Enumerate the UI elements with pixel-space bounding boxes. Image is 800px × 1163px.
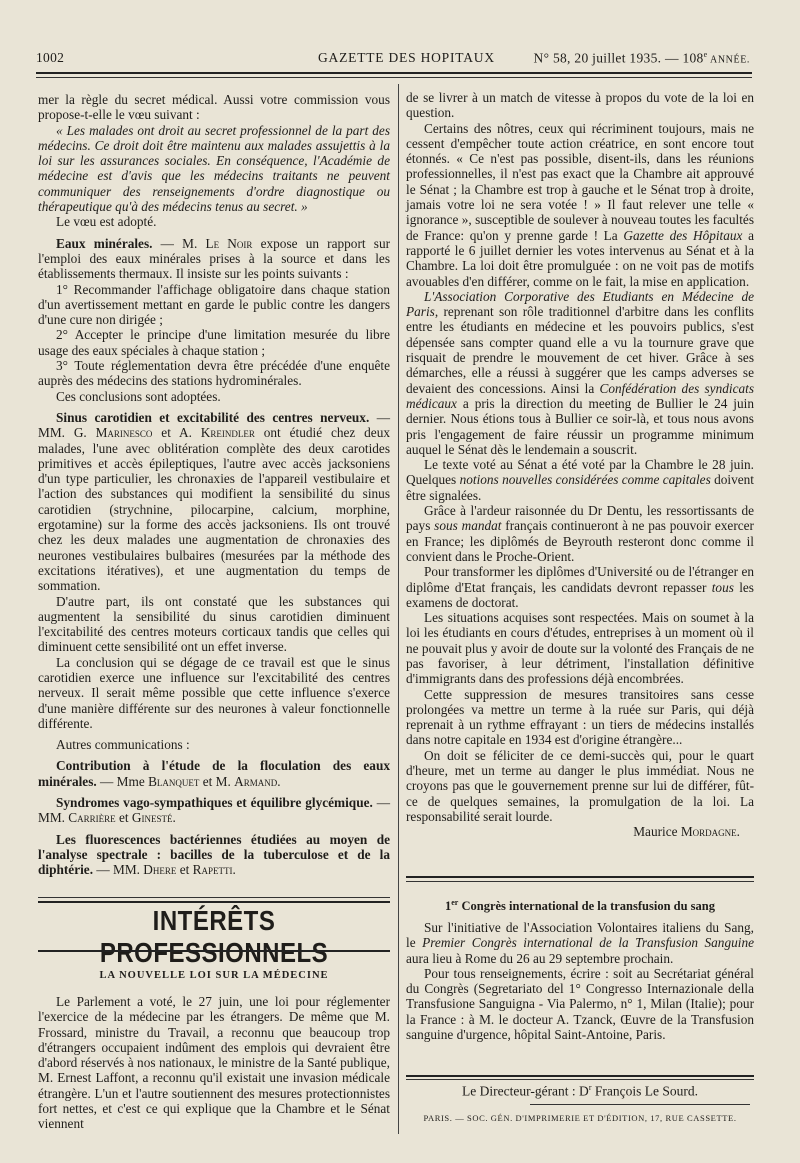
text: .: [172, 810, 176, 826]
communication-title: Contribution à l'étude de la floculation des eaux minérales.: [38, 758, 390, 789]
text: et A.: [152, 425, 201, 441]
text: et: [176, 862, 193, 878]
paragraph: Le Parlement a voté, le 27 juin, une loi pour réglementer l'exercice de la médecine par les étrangers. De même que M. Frossard, ministre du Travail, a reconnu que beaucoup trop d'étrangers occupaient indûment des emplois qui devraient être d'abord réservés à nos nationaux, le ministre de la Santé publique, M. Ernest Laffont, a reconnu qu'il existait une invasion médicale étrangère. L'un et l'autre soutiennent des mesures protectionnistes fort nettes, et c'est ce qui explique que la Chambre et le Sénat viennent: [38, 994, 390, 1132]
text: .: [736, 824, 740, 840]
author: Armand: [234, 773, 278, 789]
emphasis: sous mandat: [434, 518, 502, 534]
communication: [38, 795, 390, 826]
paragraph: Ces conclusions sont adoptées.: [56, 388, 221, 404]
paragraph: Les situations acquises sont respectées. Mais on soumet à la loi les étudiants en cours d'études, entreprises à un moment où il ne pouvait plus y avoir de doute sur la volonté des Français de ne pas favoriser, à leur détriment, l'installation définitive d'immigrants dans des professions déjà encombrées.: [406, 610, 754, 687]
director-line: [406, 1083, 754, 1100]
issue-sup: e: [703, 50, 708, 59]
author: Kreindler: [200, 425, 255, 441]
paragraph: [406, 503, 754, 564]
paragraph: La conclusion qui se dégage de ce travail est que le sinus carotidien exerce une influence sur l'excitabilité des centres nerveux. Il serait même possible que cette influence s'exerce d'une manière différente sur des neurones à valeur fonctionnelle différente.: [38, 654, 390, 731]
text: , reprenant son rôle traditionnel d'arbitre dans les conflits entre les étudiants en médecine et les pouvoirs publics, s'est dépensée sans compter quand elle a vu la tournure grave que risquait de prendre le mouvement de cet hiver. Grâce à ses démarches, elle a réussi à suggérer que les camps adverses se devaient des concessions. Ainsi la: [406, 304, 754, 396]
text: expose un rapport sur l'emploi des eaux minérales prises à la source et dans les établissements thermaux. Il insiste sur les points suivants :: [38, 235, 391, 282]
header-rule-thin: [36, 77, 752, 78]
text: François: [591, 1083, 645, 1099]
paragraph: [406, 121, 754, 289]
paragraph: Pour tous renseignements, écrire : soit au Secrétariat général du Congrès (Segretariato del 1° Congresso Internazionale della Transfusione Sanguigna - Via Palermo, n° 1, Milan (Italie); pour la France : à M. le docteur A. Tzanck, Œuvre de la Transfusion sanguine d'urgence, hôpital Saint-Antoine, Paris.: [406, 965, 754, 1043]
communication-title: Syndromes vago-sympathiques et équilibre glycémique.: [56, 795, 373, 811]
subsection-title: LA NOUVELLE LOI SUR LA MÉDECINE: [99, 970, 329, 981]
text: Le Directeur-gérant : D: [462, 1083, 589, 1099]
page-number: 1002: [36, 50, 65, 65]
text: et M.: [199, 773, 235, 789]
printer-line: PARIS. — SOC. GÉN. D'IMPRIMERIE ET D'ÉDITION, 17, RUE CASSETTE.: [423, 1113, 737, 1123]
text: — MM.: [38, 795, 390, 826]
author: Blanquet: [148, 773, 200, 789]
text: doivent être signalées.: [406, 472, 754, 503]
organization: L'Association Corporative des Etudiants en Médecine de Paris: [406, 288, 754, 320]
paragraph: 2° Accepter le principe d'une limitation mesurée du libre usage des eaux spéciales à chaque station ;: [38, 327, 390, 358]
column-divider: [398, 84, 399, 1134]
text: Congrès international de la transfusion du sang: [458, 899, 715, 914]
section-rule: [406, 881, 754, 882]
text: Certains des nôtres, ceux qui récriminent toujours, mais ne cessent d'empêcher toute action créatrice, en sont encore tout étonnés. « Ce n'est pas possible, disent-ils, dans les réunions professionnelles, il n'est pas exact que la Chambre ait approuvé le Sénat ; la Chambre est trop à gauche et le Sénat trop à droite, jamais votre loi ne sera votée ! » Il faut relever une telle « ignorance », susceptible de soulever à nouveau toutes les facultés de France: qu'on y prenne garde ! La: [406, 120, 754, 243]
author: Rapetti: [192, 862, 233, 878]
text: ont étudié chez deux malades, l'une avec oblitération complète des deux carotides primitives et accès épileptiques, l'autre avec accès jacksoniens d'un type particulier, les chronaxies de l'appareil vestibulaire et l'action des substances qui modifient la sensibilité du sinus carotidien (strychnine, pilocarpine, calcium, morphine, ergotamine) sur la forme des accès jacksoniens. Ils ont trouvé chez les deux malades une augmentation de chronaxies des neurones vestibulaires bulbaires (mesurées par la méthode des excitations itératives), et une augmentation du temps de sommation.: [38, 425, 391, 594]
text: Grâce à l'ardeur raisonnée du Dr Dentu, les ressortissants de pays: [406, 503, 754, 534]
left-column-lower: [38, 994, 390, 1132]
text: — Mme: [96, 773, 149, 789]
paragraph: de se livrer à un match de vitesse à propos du vote de la loi en question.: [406, 90, 754, 121]
journal-title: GAZETTE DES HOPITAUX: [318, 50, 495, 65]
issue-info: [534, 50, 750, 67]
text: — M.: [152, 235, 206, 251]
text: — MM.: [93, 862, 144, 878]
paragraph: Le vœu est adopté.: [56, 214, 157, 230]
section-rule-thick: [38, 901, 390, 903]
header-rule: [36, 72, 752, 74]
issue-year-label: ANNÉE.: [707, 54, 750, 66]
author: Le Noir: [205, 235, 253, 251]
issue-date: N° 58, 20 juillet 1935. — 108: [533, 50, 704, 66]
journal-ref: Gazette des Hôpitaux: [623, 227, 743, 243]
left-column: [38, 92, 390, 878]
text: Sur l'initiative de l'Association Volontaires italiens du Sang, le: [406, 920, 754, 951]
text: aura lieu à Rome du 26 au 29 septembre prochain.: [406, 950, 674, 966]
eaux-title: Eaux minérales.: [56, 235, 153, 251]
paragraph: mer la règle du secret médical. Aussi votre commission vous propose-t-elle le vœu suivant :: [38, 92, 390, 123]
paragraph: Autres communications :: [56, 737, 190, 753]
text: 1: [445, 899, 452, 914]
paragraph: D'autre part, ils ont constaté que les substances qui augmentent la sensibilité du sinus carotidien diminuent l'excitabilité des centres moteurs corticaux tandis que celles qui diminuent cette sensibilité ont un effet inverse.: [38, 593, 390, 655]
section-title: INTÉRÊTS PROFESSIONNELS: [99, 905, 329, 970]
author: Carrière: [68, 810, 116, 826]
author: Mordagne: [680, 824, 737, 840]
sinus-title: Sinus carotidien et excitabilité des centres nerveux.: [56, 409, 370, 425]
paragraph: 1° Recommander l'affichage obligatoire dans chaque station d'un avertissement mettant en garde le public contre les dangers d'une cure non dirigée ;: [38, 281, 390, 328]
text: Pour transformer les diplômes d'Université ou de l'étranger en diplôme d'Etat français, les candidats devront repasser: [406, 564, 754, 595]
text: — MM. G.: [38, 409, 391, 441]
section-rule-thick: [38, 950, 390, 952]
author: Dhere: [143, 862, 177, 878]
congress-title: [406, 898, 754, 914]
section-rule-thick: [406, 876, 754, 878]
sup: r: [588, 1083, 592, 1092]
signature: [406, 824, 754, 839]
organization: Confédération des syndicats médicaux: [406, 380, 754, 411]
text: .: [277, 773, 281, 789]
text: Maurice: [633, 824, 681, 840]
communication-title: Les fluorescences bactériennes étudiées au moyen de l'analyse spectrale : bacilles de la tuberculose et de la diphtérie.: [38, 831, 390, 878]
paragraph: [406, 457, 754, 503]
text: .: [694, 1083, 698, 1099]
eaux-paragraph: [38, 236, 390, 282]
footer-rule: [530, 1104, 750, 1105]
text: et: [115, 810, 132, 826]
page-header: [36, 50, 754, 70]
quote-paragraph: « Les malades ont droit au secret professionnel de la part des médecins. Ce droit doit être maintenu aux malades assujettis à la loi sur les assurances sociales. En conséquence, l'Académie de médecine est d'avis que les médecins traitants ne peuvent communiquer des renseignements d'ordre diagnostique ou thérapeutique qu'à des médecins tenus au secret. »: [38, 122, 390, 215]
text: les examens de doctorat.: [406, 579, 754, 610]
author: Marinesco: [95, 425, 153, 441]
paragraph: 3° Toute réglementation devra être précédée d'une enquête auprès des médecins des stations hydrominérales.: [38, 358, 390, 389]
section-rule-thick: [406, 1075, 754, 1077]
author: Le Sourd: [644, 1083, 695, 1099]
communication: [38, 832, 390, 878]
paragraph: On doit se féliciter de ce demi-succès qui, pour le quart d'heure, met un terme au danger le plus immédiat. Nous ne croyons pas que le gouvernement prenne sur lui de différer, fût-ce de quelques semaines, la promulgation de la loi. La responsabilité serait lourde.: [406, 747, 754, 824]
right-column: [406, 90, 754, 840]
text: .: [232, 862, 236, 878]
text: français continueront à ne pas pouvoir exercer en France; les diplômés de Beyrouth resteront donc comme il convient dans le Proche-Orient.: [406, 518, 754, 564]
section-rule: [406, 1079, 754, 1080]
communication: [38, 758, 390, 789]
section-rule: [38, 897, 390, 898]
paragraph: Cette suppression de mesures transitoires sans cesse prolongées va mettre un terme à la ruée sur Paris, qui déjà reprenait à un rythme effrayant : un tiers de médecins installés dans notre capitale en 1934 est d'origine étrangère...: [406, 686, 754, 748]
emphasis: notions nouvelles considérées comme capitales: [459, 472, 711, 488]
sup: er: [451, 898, 459, 907]
sinus-paragraph: [38, 410, 390, 594]
emphasis: tous: [711, 579, 734, 595]
paragraph: [406, 920, 754, 966]
text: Le texte voté au Sénat a été voté par la Chambre le 28 juin. Quelques: [406, 457, 754, 488]
author: Ginesté: [131, 810, 173, 826]
congress-text: [406, 920, 754, 1042]
text: a pris la direction du meeting de Bullier le 24 juin dernier. Nous étions tous à Bullier ce soir-là, et tous nous avons pris l'engagement de faire réussir un programme minimum auquel le Sénat dès le lendemain a souscrit.: [406, 395, 754, 457]
paragraph: [406, 564, 754, 610]
paragraph: [406, 289, 754, 457]
emphasis: Premier Congrès international de la Transfusion Sanguine: [422, 935, 754, 951]
text: a rapporté le 6 juillet dernier les votes intervenus au Sénat et à la Chambre. La loi doit être promulguée : on ne voit pas de motifs avouables d'en différer, comme on le fait, la mise en application.: [406, 227, 754, 289]
